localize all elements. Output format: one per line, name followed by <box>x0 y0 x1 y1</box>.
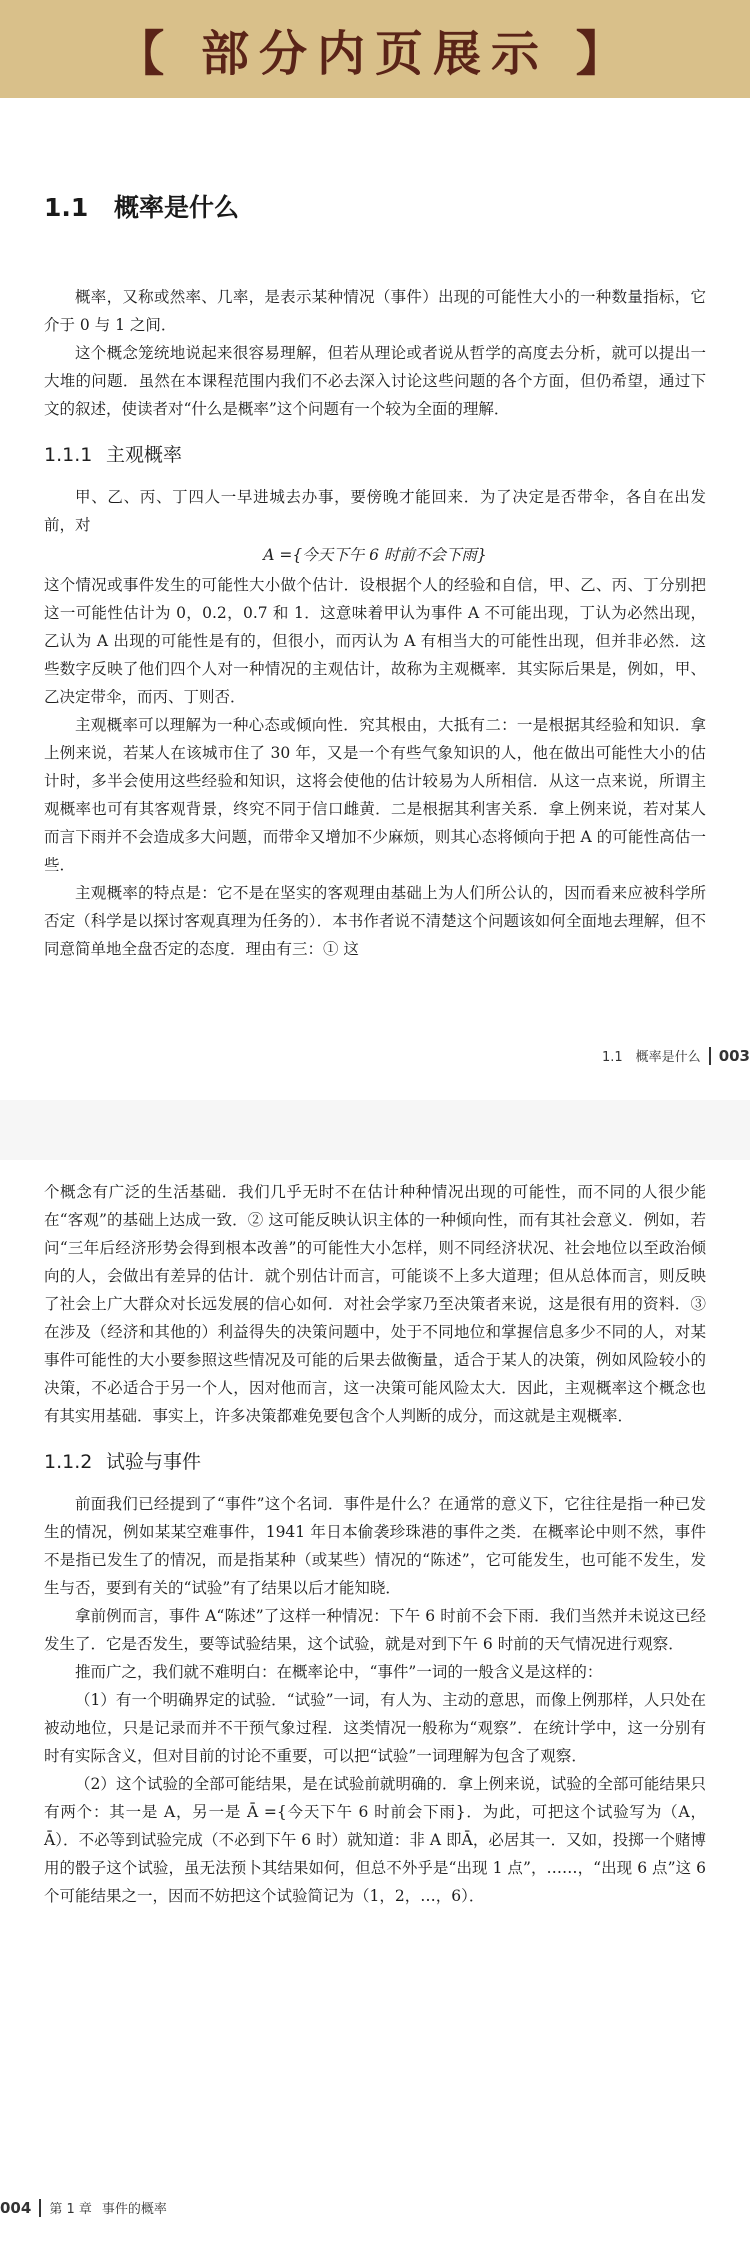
subsection-heading <box>44 1448 706 1476</box>
paragraph: 主观概率可以理解为一种心态或倾向性．究其根由，大抵有二：一是根据其经验和知识．拿上例来说，若某人在该城市住了 30 年，又是一个有些气象知识的人，他在做出可能性大小的估计时，多半会使用这些经验和知识，这将会使他的估计较易为人所相信．从这一点来说，所谓主观概率也可有其客观背景，终究不同于信口雌黄．二是根据其利害关系．拿上例来说，若对某人而言下雨并不会造成多大问题，而带伞又增加不少麻烦，则其心态将倾向于把 A 的可能性高估一些． <box>44 716 706 874</box>
page-number: 003 <box>718 1046 750 1065</box>
chapter-title: 事件的概率 <box>101 2202 167 2217</box>
page-004 <box>0 1160 750 2255</box>
paragraph: （2）这个试验的全部可能结果，是在试验前就明确的．拿上例来说，试验的全部可能结果只有两个：其一是 A，另一是 Ā ={今天下午 6 时前会下雨}．为此，可把这个试验写为（A，Ā）．不必等到试验完成（不必到下午 6 时）就知道：非 A 即Ā，必居其一．又如，投掷一个赌博用的骰子这个试验，虽无法预卜其结果如何，但总不外乎是“出现 1 点”，……，“出现 6 点”这 6 个可能结果之一，因而不妨把这个试验简记为（1，2，…，6）． <box>44 1775 706 1905</box>
page-footer <box>602 1046 750 1065</box>
header-banner <box>0 0 750 98</box>
subsection-number: 1.1.1 <box>44 444 93 466</box>
page-gap <box>0 1100 750 1160</box>
paragraph: 这个情况或事件发生的可能性大小做个估计．设根据个人的经验和自信，甲、乙、丙、丁分别把这一可能性估计为 0，0.2，0.7 和 1．这意味着甲认为事件 A 不可能出现，丁认为必然出现，乙认为 A 出现的可能性是有的，但很小，而丙认为 A 有相当大的可能性出现，但并非必然．这些数字反映了他们四个人对一种情况的主观估计，故称为主观概率．其实际后果是，例如，甲、乙决定带伞，而丙、丁则否． <box>44 576 706 706</box>
paragraph: （1）有一个明确界定的试验．“试验”一词，有人为、主动的意思，而像上例那样，人只处在被动地位，只是记录而并不干预气象过程．这类情况一般称为“观察”．在统计学中，这一分别有时有实际含义，但对目前的讨论不重要，可以把“试验”一词理解为包含了观察． <box>44 1691 706 1765</box>
page1-body <box>44 283 706 963</box>
paragraph: 这个概念笼统地说起来很容易理解，但若从理论或者说从哲学的高度去分析，就可以提出一大堆的问题．虽然在本课程范围内我们不必去深入讨论这些问题的各个方面，但仍希望，通过下文的叙述，使读者对“什么是概率”这个问题有一个较为全面的理解． <box>44 344 706 418</box>
subsection-title: 试验与事件 <box>106 1451 202 1473</box>
chapter-number: 第 1 章 <box>49 2202 92 2217</box>
footer-divider <box>39 2199 41 2217</box>
formula: A ={今天下午 6 时前不会下雨} <box>263 546 487 564</box>
subsection-title: 主观概率 <box>106 444 183 466</box>
subsection-number: 1.1.2 <box>44 1451 93 1473</box>
footer-divider <box>709 1047 711 1065</box>
page-number: 004 <box>0 2198 32 2217</box>
page2-body <box>44 1178 706 1910</box>
paragraph: 拿前例而言，事件 A“陈述”了这样一种情况：下午 6 时前不会下雨．我们当然并未说这已经发生了．它是否发生，要等试验结果，这个试验，就是对到下午 6 时前的天气情况进行观察． <box>44 1607 706 1653</box>
paragraph: 概率，又称或然率、几率，是表示某种情况（事件）出现的可能性大小的一种数量指标，它介于 0 与 1 之间． <box>44 288 706 334</box>
paragraph: 推而广之，我们就不难明白：在概率论中，“事件”一词的一般含义是这样的： <box>75 1663 603 1681</box>
page-footer <box>0 2198 167 2217</box>
paragraph: 前面我们已经提到了“事件”这个名词．事件是什么？在通常的意义下，它往往是指一种已发生的情况，例如某某空难事件，1941 年日本偷袭珍珠港的事件之类．在概率论中则不然，事件不是指已发生了的情况，而是指某种（或某些）情况的“陈述”，它可能发生，也可能不发生，发生与否，要到有关的“试验”有了结果以后才能知晓． <box>44 1495 706 1597</box>
running-head: 1.1 概率是什么 <box>602 1050 701 1065</box>
paragraph: 主观概率的特点是：它不是在坚实的客观理由基础上为人们所公认的，因而看来应被科学所否定（科学是以探讨客观真理为任务的）．本书作者说不清楚这个问题该如何全面地去理解，但不同意简单地全盘否定的态度．理由有三：① 这 <box>44 884 706 958</box>
paragraph: 个概念有广泛的生活基础．我们几乎无时不在估计种种情况出现的可能性，而不同的人很少能在“客观”的基础上达成一致．② 这可能反映认识主体的一种倾向性，而有其社会意义．例如，若问“三年后经济形势会得到根本改善”的可能性大小怎样，则不同经济状况、社会地位以至政治倾向的人，会做出有差异的估计．就个别估计而言，可能谈不上多大道理；但从总体而言，则反映了社会上广大群众对长远发展的信心如何．对社会学家乃至决策者来说，这是很有用的资料．③ 在涉及（经济和其他的）利益得失的决策问题中，处于不同地位和掌握信息多少不同的人，对某事件可能性的大小要参照这些情况及可能的后果去做衡量，适合于某人的决策，例如风险较小的决策，不必适合于另一个人，因对他而言，这一决策可能风险太大．因此，主观概率这个概念也有其实用基础．事实上，许多决策都难免要包含个人判断的成分，而这就是主观概率． <box>44 1183 706 1425</box>
page-003 <box>0 98 750 1100</box>
section-number: 1.1 <box>44 193 89 222</box>
section-title: 概率是什么 <box>114 193 240 222</box>
banner-title: 【 部分内页展示 】 <box>116 25 634 82</box>
paragraph: 甲、乙、丙、丁四人一早进城去办事，要傍晚才能回来．为了决定是否带伞，各自在出发前，对 <box>44 488 706 534</box>
subsection-heading <box>44 441 706 469</box>
section-heading <box>44 188 239 224</box>
